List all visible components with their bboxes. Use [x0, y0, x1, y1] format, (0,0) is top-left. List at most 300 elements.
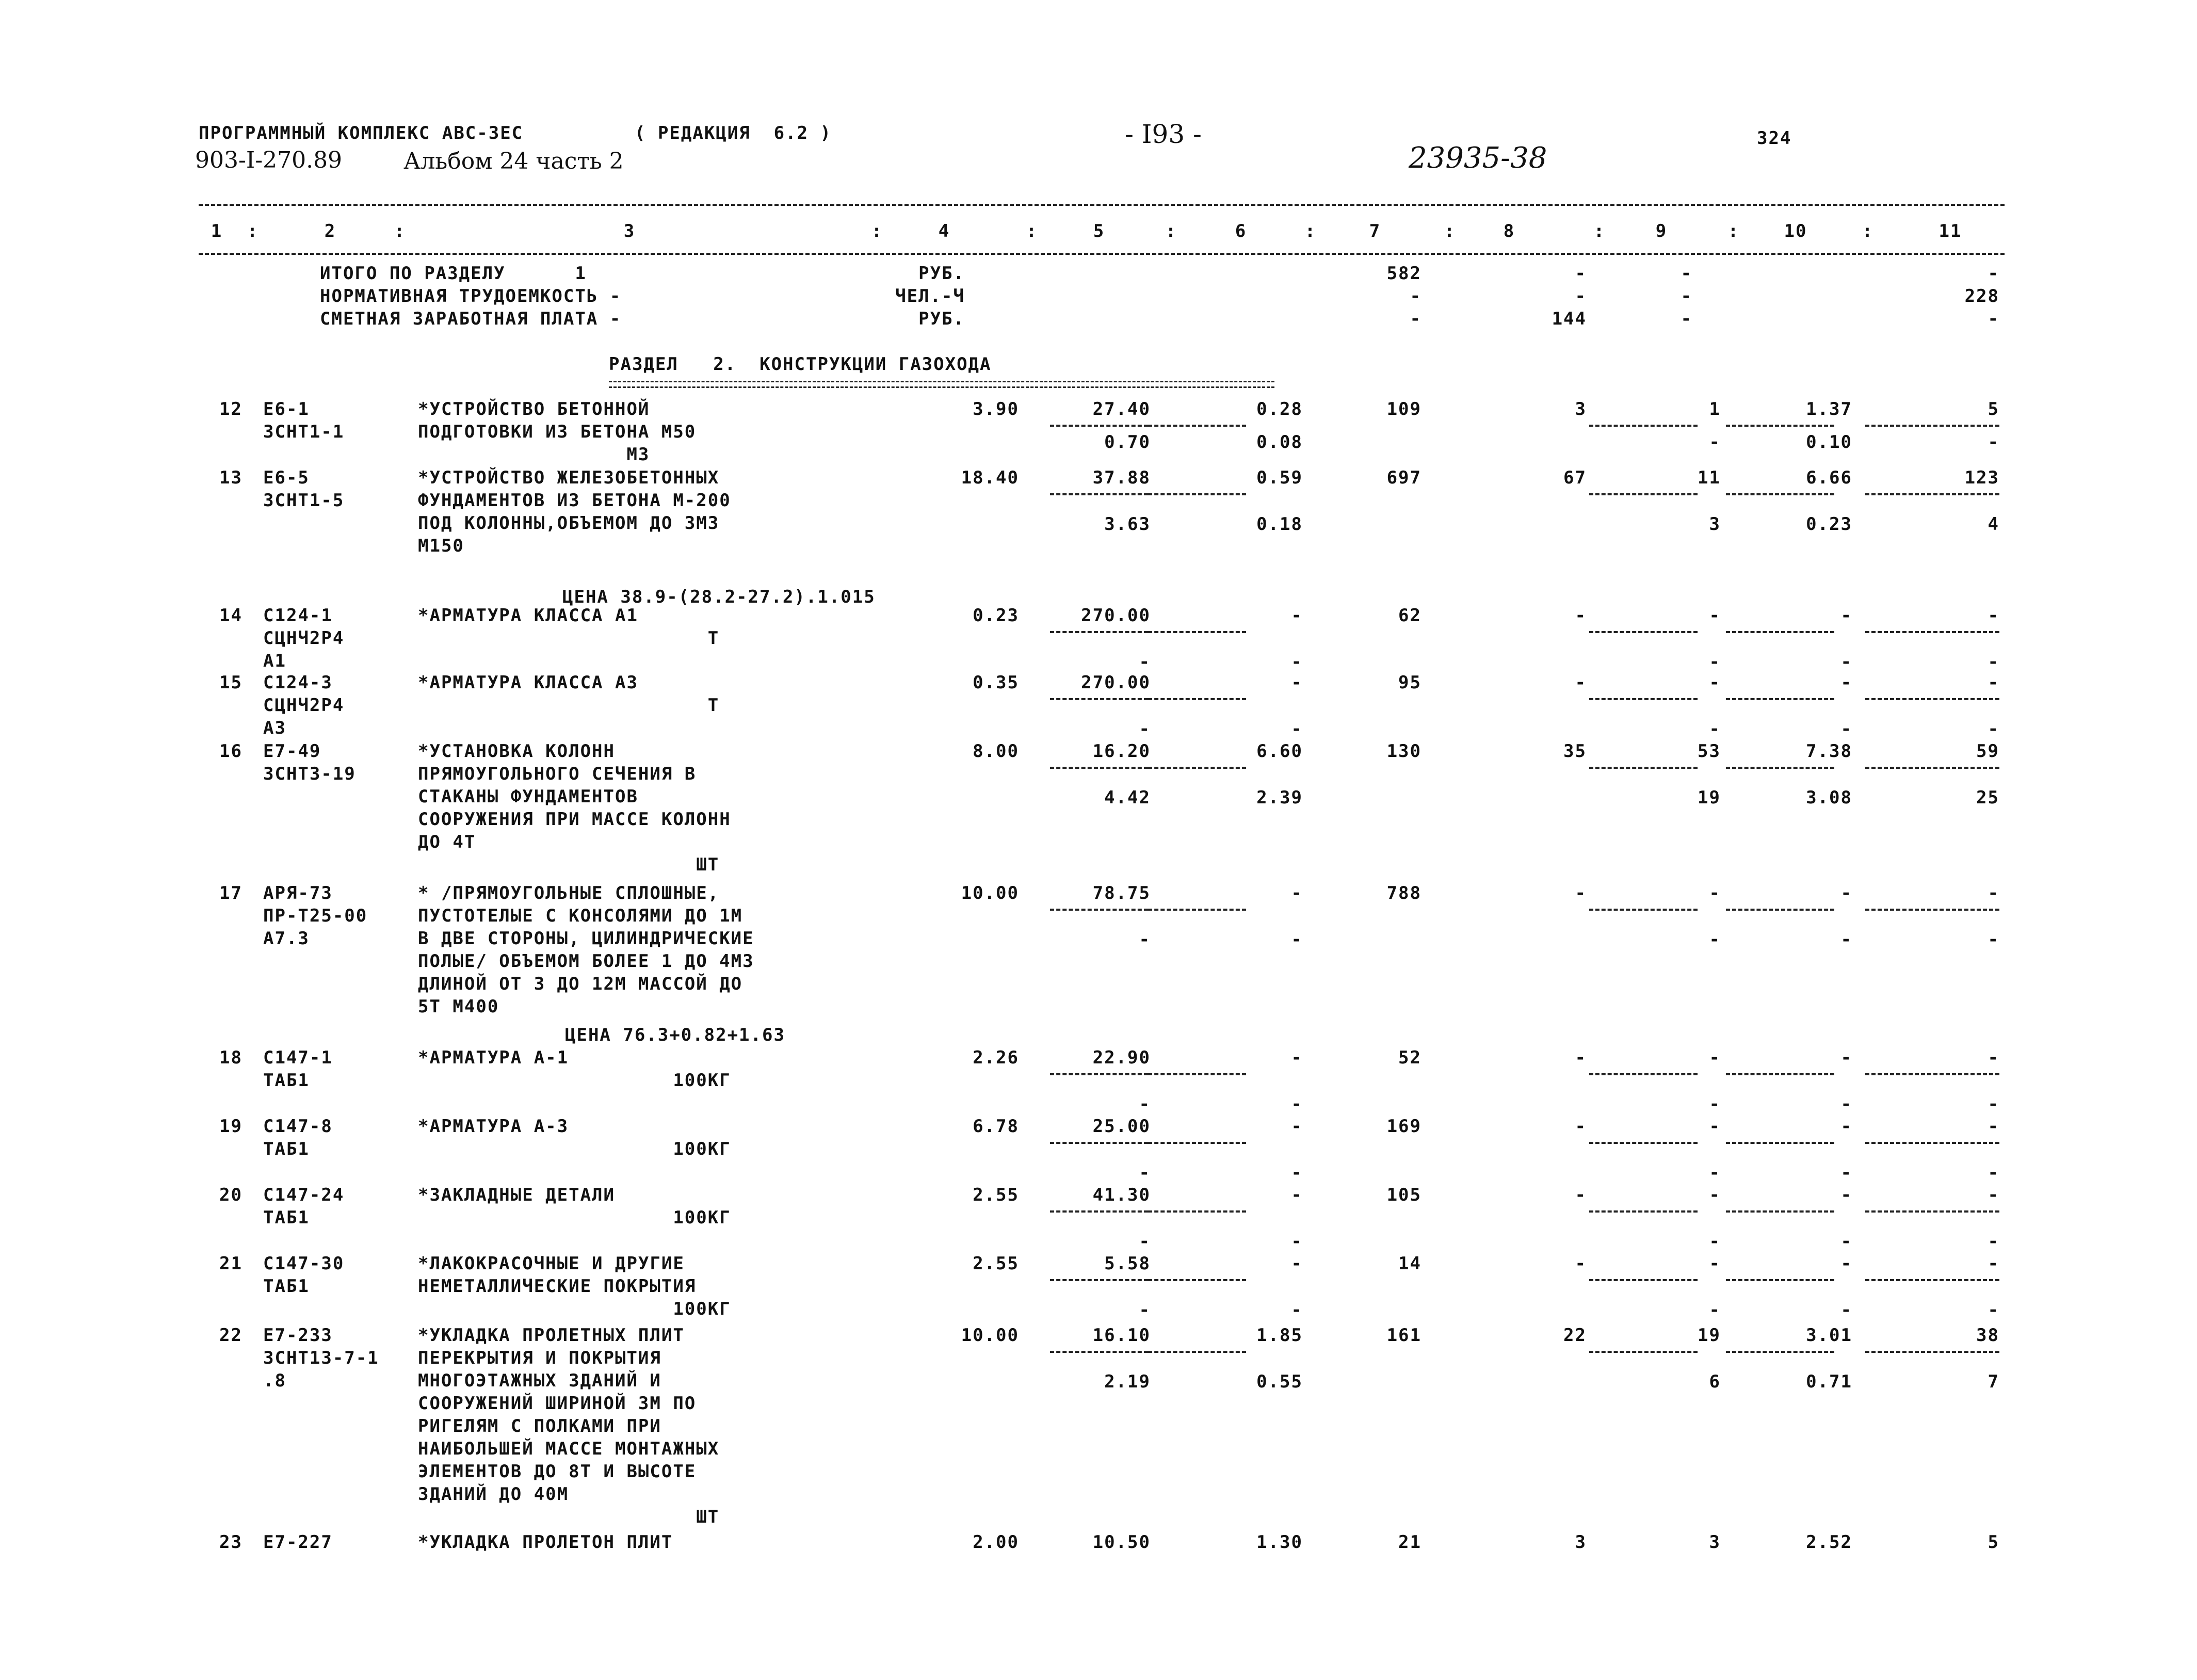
- subtotal-rule: [1148, 1279, 1246, 1281]
- row-p6-wages: 2.39: [1256, 787, 1303, 808]
- subtotal-rule: [1726, 1142, 1834, 1144]
- subtotal-rule: [1050, 698, 1148, 700]
- row-c8: -: [1575, 1047, 1587, 1068]
- subtotal-rule: [1865, 1279, 1999, 1281]
- subtotal-rule: [1050, 631, 1148, 633]
- row-c10-wages: -: [1840, 652, 1852, 672]
- subtotal-rule: [1589, 631, 1698, 633]
- subtotal-rule: [1589, 1142, 1698, 1144]
- totals-col9: -: [1681, 309, 1692, 329]
- row-c11-wages: 4: [1988, 514, 1999, 535]
- totals-col11: 228: [1964, 286, 1999, 306]
- row-code: СЦНЧ2Р4: [263, 628, 345, 649]
- row-description: ПУСТОТЕЛЫЕ С КОНСОЛЯМИ ДО 1М: [418, 906, 743, 926]
- subtotal-rule: [1865, 425, 1999, 427]
- row-code: С147-1: [263, 1047, 333, 1068]
- row-c7: 105: [1386, 1185, 1421, 1205]
- row-c11: 38: [1976, 1325, 1999, 1346]
- column-separator: :: [1026, 221, 1038, 241]
- row-p5: 270.00: [1081, 605, 1151, 626]
- row-p6: 0.59: [1256, 467, 1303, 488]
- column-separator: :: [1304, 221, 1317, 241]
- row-c9: -: [1709, 1185, 1721, 1205]
- row-c10-wages: -: [1840, 1231, 1852, 1252]
- row-qty: 0.23: [973, 605, 1019, 626]
- column-header-7: 7: [1369, 221, 1381, 241]
- row-c11-wages: 25: [1976, 787, 1999, 808]
- row-c11-wages: -: [1988, 432, 1999, 453]
- row-c11-wages: -: [1988, 929, 1999, 950]
- totals-col11: -: [1988, 309, 1999, 329]
- row-c11: -: [1988, 1116, 1999, 1137]
- row-p6-wages: -: [1291, 719, 1303, 739]
- subtotal-rule: [1050, 1073, 1148, 1075]
- row-number: 22: [219, 1325, 243, 1346]
- archive-stamp: 324: [1757, 128, 1792, 149]
- column-header-4: 4: [938, 221, 950, 241]
- row-c11-wages: -: [1988, 1231, 1999, 1252]
- row-description: В ДВЕ СТОРОНЫ, ЦИЛИНДРИЧЕСКИЕ: [418, 928, 754, 949]
- row-p6: -: [1291, 605, 1303, 626]
- subtotal-rule: [1148, 1210, 1246, 1213]
- row-c9: -: [1709, 605, 1721, 626]
- row-c7: 788: [1386, 883, 1421, 903]
- row-number: 12: [219, 399, 243, 419]
- row-code: А3: [263, 718, 286, 738]
- row-description: ПРЯМОУГОЛЬНОГО СЕЧЕНИЯ В: [418, 764, 697, 784]
- row-c10: -: [1840, 883, 1852, 903]
- row-c11-wages: -: [1988, 652, 1999, 672]
- row-code: ТАБ1: [263, 1276, 310, 1297]
- row-c9-wages: -: [1709, 1231, 1721, 1252]
- row-c9: -: [1709, 672, 1721, 693]
- column-header-rule: [199, 253, 2005, 255]
- totals-label: ИТОГО ПО РАЗДЕЛУ 1: [320, 263, 587, 284]
- subtotal-rule: [1726, 631, 1834, 633]
- row-c11: 5: [1988, 1532, 1999, 1553]
- row-p5: 37.88: [1092, 467, 1151, 488]
- row-description: ПОД КОЛОННЫ,ОБЪЕМОМ ДО 3М3: [418, 513, 720, 534]
- row-c10: -: [1840, 1185, 1852, 1205]
- row-description: 100КГ: [418, 1070, 731, 1091]
- row-description: *УСТАНОВКА КОЛОНН: [418, 741, 615, 762]
- row-p5: 10.50: [1092, 1532, 1151, 1553]
- row-code: А7.3: [263, 928, 310, 949]
- row-code: Е7-227: [263, 1532, 333, 1553]
- row-code: С147-8: [263, 1116, 333, 1137]
- column-header-11: 11: [1938, 221, 1962, 241]
- row-c8: 3: [1575, 1532, 1587, 1553]
- row-code: АРЯ-73: [263, 883, 333, 903]
- subtotal-rule: [1050, 767, 1148, 769]
- row-p5: 27.40: [1092, 399, 1151, 419]
- row-p6: -: [1291, 1047, 1303, 1068]
- totals-col8: -: [1575, 263, 1587, 284]
- row-number: 21: [219, 1253, 243, 1274]
- row-description: Т: [418, 628, 720, 649]
- row-c9-wages: -: [1709, 652, 1721, 672]
- row-c10-wages: -: [1840, 1162, 1852, 1183]
- row-c10-wages: -: [1840, 1300, 1852, 1320]
- row-p5: 5.58: [1104, 1253, 1151, 1274]
- row-number: 23: [219, 1532, 243, 1553]
- row-p5: 16.20: [1092, 741, 1151, 762]
- row-p6: -: [1291, 1185, 1303, 1205]
- subtotal-rule: [1726, 698, 1834, 700]
- subtotal-rule: [1589, 767, 1698, 769]
- row-description: *АРМАТУРА А-3: [418, 1116, 569, 1137]
- row-description: СООРУЖЕНИЙ ШИРИНОЙ 3М ПО: [418, 1393, 697, 1414]
- row-c7: 21: [1398, 1532, 1421, 1553]
- column-separator: :: [247, 221, 259, 241]
- album-label: Альбом 24 часть 2: [403, 148, 624, 174]
- row-description: *УСТРОЙСТВО ЖЕЛЕЗОБЕТОННЫХ: [418, 467, 720, 488]
- subtotal-rule: [1865, 909, 1999, 911]
- row-code: С124-3: [263, 672, 333, 693]
- subtotal-rule: [1148, 698, 1246, 700]
- row-description: М3: [418, 444, 650, 465]
- page-number: - I93 -: [1125, 119, 1202, 149]
- row-c7: 161: [1386, 1325, 1421, 1346]
- row-description: 100КГ: [418, 1139, 731, 1159]
- row-c10: 6.66: [1806, 467, 1852, 488]
- row-p6: 1.85: [1256, 1325, 1303, 1346]
- row-code: .8: [263, 1370, 286, 1391]
- row-qty: 2.55: [973, 1253, 1019, 1274]
- row-p6: -: [1291, 1253, 1303, 1274]
- subtotal-rule: [1589, 425, 1698, 427]
- totals-unit: РУБ.: [918, 263, 965, 284]
- column-separator: :: [1727, 221, 1740, 241]
- row-c10-wages: 3.08: [1806, 787, 1852, 808]
- row-p5: 16.10: [1092, 1325, 1151, 1346]
- row-description: НЕМЕТАЛЛИЧЕСКИЕ ПОКРЫТИЯ: [418, 1276, 697, 1297]
- row-p5: 25.00: [1092, 1116, 1151, 1137]
- row-c8: 22: [1563, 1325, 1587, 1346]
- row-c11-wages: -: [1988, 1300, 1999, 1320]
- subtotal-rule: [1148, 1351, 1246, 1353]
- row-qty: 2.00: [973, 1532, 1019, 1553]
- subtotal-rule: [1865, 698, 1999, 700]
- row-qty: 0.35: [973, 672, 1019, 693]
- totals-col7: -: [1410, 309, 1421, 329]
- totals-col7: -: [1410, 286, 1421, 306]
- section-title-underline: [609, 381, 1274, 388]
- subtotal-rule: [1865, 1073, 1999, 1075]
- row-p5-wages: -: [1139, 1300, 1151, 1320]
- row-c9-wages: -: [1709, 1094, 1721, 1114]
- row-p6: -: [1291, 1116, 1303, 1137]
- row-description: *УКЛАДКА ПРОЛЕТОН ПЛИТ: [418, 1532, 673, 1553]
- row-c7: 130: [1386, 741, 1421, 762]
- row-c9-wages: 3: [1709, 514, 1721, 535]
- row-c9-wages: 19: [1698, 787, 1721, 808]
- row-number: 13: [219, 467, 243, 488]
- row-c9: 1: [1709, 399, 1721, 419]
- row-c11-wages: -: [1988, 1094, 1999, 1114]
- subtotal-rule: [1589, 1210, 1698, 1213]
- row-c10: -: [1840, 1116, 1852, 1137]
- row-p6-wages: -: [1291, 929, 1303, 950]
- row-description: ШТ: [418, 854, 720, 875]
- subtotal-rule: [1726, 909, 1834, 911]
- subtotal-rule: [1050, 425, 1148, 427]
- row-c11: 123: [1964, 467, 1999, 488]
- row-code: Е7-233: [263, 1325, 333, 1346]
- row-p5: 270.00: [1081, 672, 1151, 693]
- table-top-rule: [199, 204, 2005, 206]
- row-description: * /ПРЯМОУГОЛЬНЫЕ СПЛОШНЫЕ,: [418, 883, 720, 903]
- row-c9: 3: [1709, 1532, 1721, 1553]
- row-c10-wages: -: [1840, 929, 1852, 950]
- row-code: ЗСНТЗ-19: [263, 764, 356, 784]
- row-p5-wages: -: [1139, 1162, 1151, 1183]
- row-c10: -: [1840, 672, 1852, 693]
- row-description: СТАКАНЫ ФУНДАМЕНТОВ: [418, 786, 638, 807]
- row-description: *УСТРОЙСТВО БЕТОННОЙ: [418, 399, 650, 419]
- row-c8: -: [1575, 605, 1587, 626]
- row-code: С147-30: [263, 1253, 345, 1274]
- program-title: ПРОГРАММНЫЙ КОМПЛЕКС АВС-ЗЕС: [199, 123, 524, 143]
- row-description: 100КГ: [418, 1299, 731, 1319]
- subtotal-rule: [1726, 425, 1834, 427]
- row-description: СООРУЖЕНИЯ ПРИ МАССЕ КОЛОНН: [418, 809, 731, 830]
- column-header-2: 2: [324, 221, 336, 241]
- row-p6: 6.60: [1256, 741, 1303, 762]
- row-c10: 2.52: [1806, 1532, 1852, 1553]
- row-c9-wages: -: [1709, 432, 1721, 453]
- row-p6: 1.30: [1256, 1532, 1303, 1553]
- row-qty: 8.00: [973, 741, 1019, 762]
- row-c9: -: [1709, 1116, 1721, 1137]
- subtotal-rule: [1865, 1351, 1999, 1353]
- row-code: Е7-49: [263, 741, 321, 762]
- row-c10: 1.37: [1806, 399, 1852, 419]
- row-qty: 10.00: [961, 883, 1019, 903]
- row-p6-wages: -: [1291, 652, 1303, 672]
- row-number: 17: [219, 883, 243, 903]
- column-separator: :: [871, 221, 883, 241]
- row-description: 5Т М400: [418, 996, 499, 1017]
- row-p5-wages: -: [1139, 652, 1151, 672]
- column-header-6: 6: [1235, 221, 1247, 241]
- subtotal-rule: [1865, 631, 1999, 633]
- column-separator: :: [1165, 221, 1177, 241]
- subtotal-rule: [1148, 493, 1246, 495]
- column-separator: :: [1593, 221, 1606, 241]
- row-p5-wages: -: [1139, 1094, 1151, 1114]
- subtotal-rule: [1050, 1279, 1148, 1281]
- row-qty: 10.00: [961, 1325, 1019, 1346]
- row-c11: -: [1988, 1185, 1999, 1205]
- row-c9: -: [1709, 1047, 1721, 1068]
- row-description: ПОЛЫЕ/ ОБЪЕМОМ БОЛЕЕ 1 ДО 4М3: [418, 951, 754, 972]
- row-qty: 2.26: [973, 1047, 1019, 1068]
- row-description: РИГЕЛЯМ С ПОЛКАМИ ПРИ: [418, 1416, 661, 1436]
- row-p5: 41.30: [1092, 1185, 1151, 1205]
- row-p5: 22.90: [1092, 1047, 1151, 1068]
- subtotal-rule: [1726, 1351, 1834, 1353]
- row-c8: -: [1575, 1253, 1587, 1274]
- row-c7: 95: [1398, 672, 1421, 693]
- row-p5-wages: 0.70: [1104, 432, 1151, 453]
- row-c10: -: [1840, 1253, 1852, 1274]
- row-p6-wages: 0.18: [1256, 514, 1303, 535]
- row-number: 16: [219, 741, 243, 762]
- row-c7: 14: [1398, 1253, 1421, 1274]
- totals-col8: 144: [1552, 309, 1587, 329]
- row-code: ТАБ1: [263, 1070, 310, 1091]
- row-c8: 67: [1563, 467, 1587, 488]
- row-c10-wages: -: [1840, 719, 1852, 739]
- row-code: ПР-Т25-00: [263, 906, 368, 926]
- row-c10: -: [1840, 1047, 1852, 1068]
- row-p5-wages: 3.63: [1104, 514, 1151, 535]
- row-c10-wages: 0.71: [1806, 1371, 1852, 1392]
- row-code: СЦНЧ2Р4: [263, 695, 345, 716]
- document-number: 23935-38: [1409, 141, 1547, 175]
- row-number: 15: [219, 672, 243, 693]
- row-c9-wages: 6: [1709, 1371, 1721, 1392]
- row-p5-wages: 2.19: [1104, 1371, 1151, 1392]
- row-description: *ЛАКОКРАСОЧНЫЕ И ДРУГИЕ: [418, 1253, 685, 1274]
- column-header-3: 3: [623, 221, 636, 241]
- row-description: НАИБОЛЬШЕЙ МАССЕ МОНТАЖНЫХ: [418, 1439, 720, 1459]
- row-number: 20: [219, 1185, 243, 1205]
- subtotal-rule: [1050, 1351, 1148, 1353]
- totals-col9: -: [1681, 263, 1692, 284]
- row-p6-wages: 0.55: [1256, 1371, 1303, 1392]
- subtotal-rule: [1726, 493, 1834, 495]
- row-c10: 7.38: [1806, 741, 1852, 762]
- subtotal-rule: [1148, 425, 1246, 427]
- row-code: ТАБ1: [263, 1207, 310, 1228]
- totals-label: СМЕТНАЯ ЗАРАБОТНАЯ ПЛАТА -: [320, 309, 622, 329]
- row-c11: -: [1988, 1047, 1999, 1068]
- row-c7: 52: [1398, 1047, 1421, 1068]
- row-c11-wages: 7: [1988, 1371, 1999, 1392]
- subtotal-rule: [1148, 1142, 1246, 1144]
- row-c8: -: [1575, 672, 1587, 693]
- subtotal-rule: [1726, 1073, 1834, 1075]
- row-description: *ЗАКЛАДНЫЕ ДЕТАЛИ: [418, 1185, 615, 1205]
- row-qty: 2.55: [973, 1185, 1019, 1205]
- subtotal-rule: [1050, 909, 1148, 911]
- subtotal-rule: [1865, 1210, 1999, 1213]
- section-title: РАЗДЕЛ 2. КОНСТРУКЦИИ ГАЗОХОДА: [609, 354, 992, 375]
- row-c9-wages: -: [1709, 1300, 1721, 1320]
- column-header-1: 1: [211, 221, 223, 241]
- row-p5: 78.75: [1092, 883, 1151, 903]
- row-qty: 3.90: [973, 399, 1019, 419]
- subtotal-rule: [1589, 493, 1698, 495]
- column-separator: :: [1862, 221, 1874, 241]
- row-p6-wages: -: [1291, 1162, 1303, 1183]
- column-header-8: 8: [1503, 221, 1515, 241]
- row-p6-wages: 0.08: [1256, 432, 1303, 453]
- totals-col9: -: [1681, 286, 1692, 306]
- row-c7: 697: [1386, 467, 1421, 488]
- row-description: *УКЛАДКА ПРОЛЕТНЫХ ПЛИТ: [418, 1325, 685, 1346]
- row-code: Е6-1: [263, 399, 310, 419]
- column-separator: :: [394, 221, 406, 241]
- column-separator: :: [1444, 221, 1456, 241]
- subtotal-rule: [1589, 1279, 1698, 1281]
- row-c8: 3: [1575, 399, 1587, 419]
- subtotal-rule: [1589, 1351, 1698, 1353]
- subtotal-rule: [1148, 631, 1246, 633]
- row-c11: -: [1988, 1253, 1999, 1274]
- subtotal-rule: [1865, 767, 1999, 769]
- subtotal-rule: [1726, 767, 1834, 769]
- row-p5-wages: -: [1139, 929, 1151, 950]
- totals-label: НОРМАТИВНАЯ ТРУДОЕМКОСТЬ -: [320, 286, 622, 306]
- column-header-10: 10: [1784, 221, 1807, 241]
- row-c11-wages: -: [1988, 1162, 1999, 1183]
- subtotal-rule: [1050, 1142, 1148, 1144]
- row-code: Е6-5: [263, 467, 310, 488]
- row-p6-wages: -: [1291, 1231, 1303, 1252]
- subtotal-rule: [1589, 909, 1698, 911]
- totals-col7: 582: [1386, 263, 1421, 284]
- row-c11: 59: [1976, 741, 1999, 762]
- row-c9: -: [1709, 1253, 1721, 1274]
- row-c7: 109: [1386, 399, 1421, 419]
- totals-col8: -: [1575, 286, 1587, 306]
- subtotal-rule: [1148, 767, 1246, 769]
- row-c8: 35: [1563, 741, 1587, 762]
- row-description: ПЕРЕКРЫТИЯ И ПОКРЫТИЯ: [418, 1348, 661, 1368]
- doc-code: 903-I-270.89: [195, 147, 343, 173]
- totals-unit: ЧЕЛ.-Ч: [895, 286, 965, 306]
- row-c9-wages: -: [1709, 1162, 1721, 1183]
- row-description: Т: [418, 695, 720, 716]
- row-c8: -: [1575, 883, 1587, 903]
- row-c10-wages: -: [1840, 1094, 1852, 1114]
- row-qty: 6.78: [973, 1116, 1019, 1137]
- row-p6: -: [1291, 883, 1303, 903]
- price-note-row-17: ЦЕНА 76.3+0.82+1.63: [565, 1025, 785, 1045]
- row-code: ЗСНТ1-1: [263, 422, 345, 442]
- subtotal-rule: [1865, 1142, 1999, 1144]
- row-c9: 53: [1698, 741, 1721, 762]
- row-c9-wages: -: [1709, 719, 1721, 739]
- row-description: М150: [418, 536, 464, 556]
- price-note-row-13: ЦЕНА 38.9-(28.2-27.2).1.015: [562, 587, 876, 607]
- totals-col11: -: [1988, 263, 1999, 284]
- row-p5-wages: -: [1139, 1231, 1151, 1252]
- row-description: *АРМАТУРА А-1: [418, 1047, 569, 1068]
- subtotal-rule: [1589, 1073, 1698, 1075]
- row-c7: 62: [1398, 605, 1421, 626]
- subtotal-rule: [1726, 1210, 1834, 1213]
- row-c11-wages: -: [1988, 719, 1999, 739]
- row-c8: -: [1575, 1185, 1587, 1205]
- row-c9: 19: [1698, 1325, 1721, 1346]
- row-c10: -: [1840, 605, 1852, 626]
- row-description: ДО 4Т: [418, 832, 476, 852]
- column-header-9: 9: [1655, 221, 1668, 241]
- subtotal-rule: [1726, 1279, 1834, 1281]
- row-code: ТАБ1: [263, 1139, 310, 1159]
- row-number: 19: [219, 1116, 243, 1137]
- row-code: ЗСНТ1-5: [263, 490, 345, 511]
- row-description: ПОДГОТОВКИ ИЗ БЕТОНА М50: [418, 422, 697, 442]
- row-c7: 169: [1386, 1116, 1421, 1137]
- row-p5-wages: 4.42: [1104, 787, 1151, 808]
- row-c10: 3.01: [1806, 1325, 1852, 1346]
- row-code: С124-1: [263, 605, 333, 626]
